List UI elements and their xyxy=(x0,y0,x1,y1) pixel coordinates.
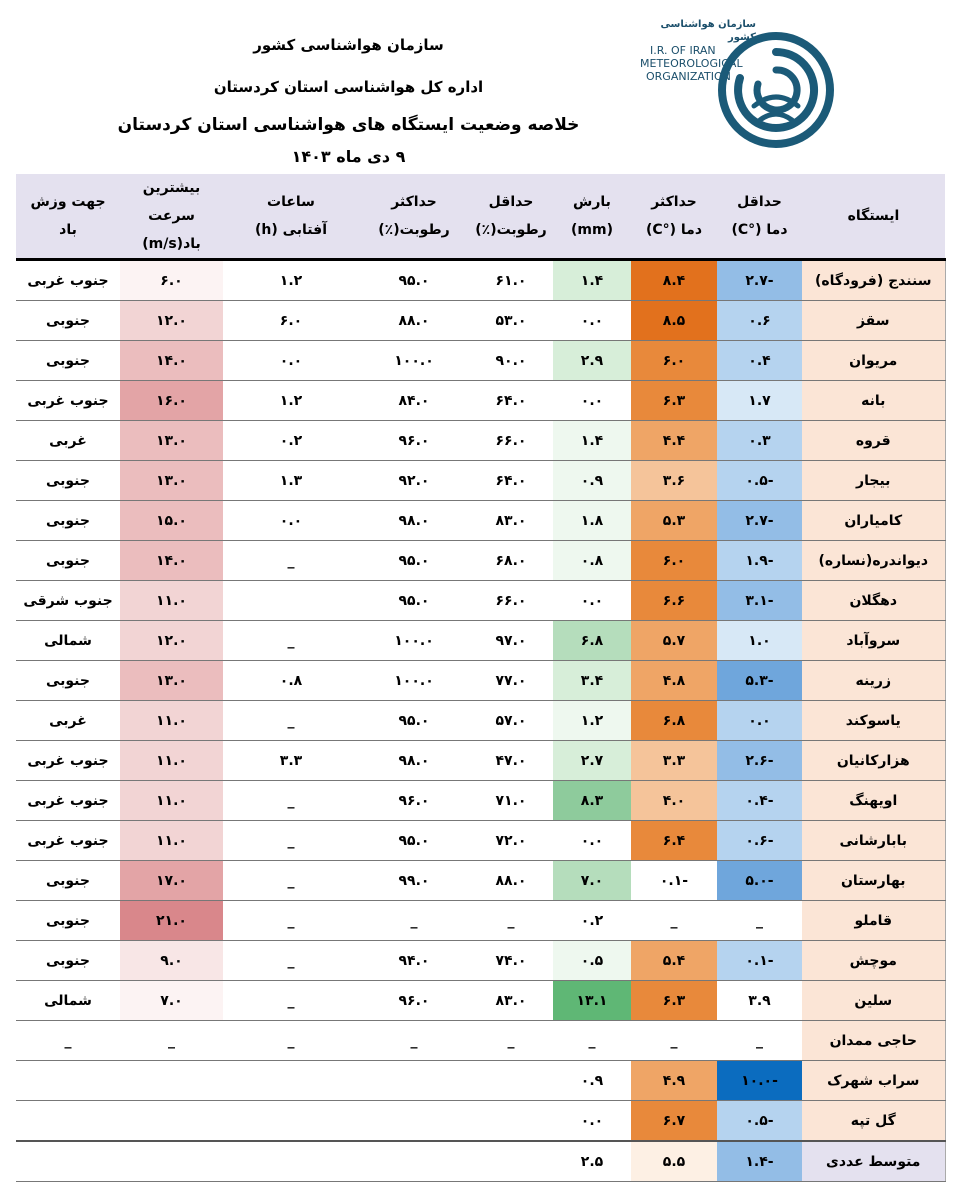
table-row xyxy=(16,381,945,421)
cell-tmin: -۲.۶ xyxy=(717,741,802,781)
cell-wdir: جنوبی xyxy=(16,861,120,901)
cell-wdir: جنوبی xyxy=(16,301,120,341)
col-wdir: جهت وزش باد xyxy=(16,174,120,260)
table-row xyxy=(16,781,945,821)
cell-tmin: _ xyxy=(717,1021,802,1061)
cell-sun: ۱.۳ xyxy=(223,461,359,501)
cell-station: قاملو xyxy=(802,901,945,941)
cell-hmax: ۹۶.۰ xyxy=(359,981,469,1021)
cell-hmax: ۸۸.۰ xyxy=(359,301,469,341)
cell-tmin: -۱.۴ xyxy=(717,1141,802,1182)
col-sun: ساعات آفتابی (h) xyxy=(223,174,359,260)
cell-hmax xyxy=(359,1101,469,1142)
cell-sun: ۱.۲ xyxy=(223,260,359,301)
cell-wspeed: ۱۳.۰ xyxy=(120,461,223,501)
cell-precip: ۱.۸ xyxy=(553,501,631,541)
table-row xyxy=(16,621,945,661)
cell-precip: ۰.۲ xyxy=(553,901,631,941)
cell-hmin: _ xyxy=(469,1021,553,1061)
cell-tmax: ۶.۳ xyxy=(631,381,717,421)
cell-precip: ۲.۷ xyxy=(553,741,631,781)
cell-tmax: ۶.۷ xyxy=(631,1101,717,1142)
cell-sun: _ xyxy=(223,621,359,661)
dept-name: اداره کل هواشناسی استان کردستان xyxy=(213,78,484,96)
cell-tmax: ۸.۵ xyxy=(631,301,717,341)
cell-station: بهارستان xyxy=(802,861,945,901)
table-row xyxy=(16,1061,945,1101)
cell-tmax: ۶.۶ xyxy=(631,581,717,621)
table-row xyxy=(16,1021,945,1061)
table-row xyxy=(16,421,945,461)
cell-hmin: ۶۸.۰ xyxy=(469,541,553,581)
cell-precip: _ xyxy=(553,1021,631,1061)
cell-hmax: ۱۰۰.۰ xyxy=(359,661,469,701)
cell-wspeed: ۱۱.۰ xyxy=(120,781,223,821)
cell-hmin: ۴۷.۰ xyxy=(469,741,553,781)
table-row xyxy=(16,861,945,901)
cell-wspeed: ۷.۰ xyxy=(120,981,223,1021)
logo-line2: METEOROLOGICAL xyxy=(640,57,743,70)
cell-wdir: جنوب غربی xyxy=(16,741,120,781)
cell-sun: _ xyxy=(223,1021,359,1061)
cell-tmax: ۴.۸ xyxy=(631,661,717,701)
cell-hmin: ۶۶.۰ xyxy=(469,421,553,461)
table-row xyxy=(16,941,945,981)
cell-station: یاسوکند xyxy=(802,701,945,741)
col-hmin: حداقل رطوبت(٪) xyxy=(469,174,553,260)
cell-tmax: ۴.۹ xyxy=(631,1061,717,1101)
cell-hmax: ۱۰۰.۰ xyxy=(359,621,469,661)
cell-sun: ۱.۲ xyxy=(223,381,359,421)
col-tmin: حداقل دما (°C) xyxy=(717,174,802,260)
cell-tmax: ۴.۴ xyxy=(631,421,717,461)
cell-precip: ۱.۲ xyxy=(553,701,631,741)
cell-tmax: ۸.۴ xyxy=(631,260,717,301)
cell-hmax xyxy=(359,1061,469,1101)
cell-tmin: -۱۰.۰ xyxy=(717,1061,802,1101)
cell-hmin: ۵۷.۰ xyxy=(469,701,553,741)
cell-tmin: ۰.۴ xyxy=(717,341,802,381)
cell-tmin: _ xyxy=(717,901,802,941)
cell-wspeed: ۱۴.۰ xyxy=(120,341,223,381)
cell-tmax: -۰.۱ xyxy=(631,861,717,901)
cell-hmax: ۹۸.۰ xyxy=(359,501,469,541)
cell-sun xyxy=(223,1141,359,1182)
cell-precip: ۰.۰ xyxy=(553,1101,631,1142)
cell-wspeed: _ xyxy=(120,1021,223,1061)
org-name: سازمان هواشناسی کشور xyxy=(253,36,444,54)
cell-sun: _ xyxy=(223,701,359,741)
cell-hmin: ۶۴.۰ xyxy=(469,381,553,421)
cell-wspeed: ۹.۰ xyxy=(120,941,223,981)
table-row xyxy=(16,901,945,941)
cell-wdir: جنوب غربی xyxy=(16,821,120,861)
table-header-row xyxy=(16,174,945,260)
cell-wspeed: ۱۲.۰ xyxy=(120,301,223,341)
cell-precip: ۰.۰ xyxy=(553,381,631,421)
cell-hmax: ۹۵.۰ xyxy=(359,701,469,741)
cell-wspeed: ۱۲.۰ xyxy=(120,621,223,661)
cell-hmin: ۷۷.۰ xyxy=(469,661,553,701)
cell-wspeed: ۱۶.۰ xyxy=(120,381,223,421)
cell-hmax: ۹۶.۰ xyxy=(359,781,469,821)
cell-tmin: -۰.۴ xyxy=(717,781,802,821)
col-station: ایستگاه xyxy=(802,174,945,260)
cell-wdir xyxy=(16,1101,120,1142)
cell-wdir: جنوب غربی xyxy=(16,381,120,421)
table-row xyxy=(16,341,945,381)
cell-tmax: _ xyxy=(631,1021,717,1061)
cell-wspeed: ۱۳.۰ xyxy=(120,421,223,461)
cell-tmin: -۰.۶ xyxy=(717,821,802,861)
cell-hmin: ۹۷.۰ xyxy=(469,621,553,661)
cell-sun: ۳.۳ xyxy=(223,741,359,781)
cell-hmax: _ xyxy=(359,901,469,941)
table-row xyxy=(16,301,945,341)
cell-tmax: ۴.۰ xyxy=(631,781,717,821)
cell-tmax: ۶.۴ xyxy=(631,821,717,861)
cell-sun: ۰.۸ xyxy=(223,661,359,701)
cell-hmin: _ xyxy=(469,901,553,941)
cell-hmin xyxy=(469,1061,553,1101)
cell-precip: ۲.۹ xyxy=(553,341,631,381)
cell-hmax: ۹۸.۰ xyxy=(359,741,469,781)
cell-station: بیجار xyxy=(802,461,945,501)
cell-hmin: ۷۴.۰ xyxy=(469,941,553,981)
cell-hmax xyxy=(359,1141,469,1182)
table-row xyxy=(16,821,945,861)
cell-tmax: ۵.۳ xyxy=(631,501,717,541)
cell-hmax: ۹۹.۰ xyxy=(359,861,469,901)
cell-wdir: جنوبی xyxy=(16,341,120,381)
table-row xyxy=(16,981,945,1021)
cell-wdir: جنوبی xyxy=(16,461,120,501)
cell-wdir: جنوبی xyxy=(16,941,120,981)
cell-tmin: ۰.۰ xyxy=(717,701,802,741)
cell-tmin: ۰.۳ xyxy=(717,421,802,461)
cell-precip: ۰.۰ xyxy=(553,821,631,861)
cell-hmax: ۹۵.۰ xyxy=(359,821,469,861)
cell-wdir: غربی xyxy=(16,701,120,741)
cell-wspeed: ۱۴.۰ xyxy=(120,541,223,581)
logo-line3: ORGANIZATION xyxy=(646,70,731,83)
cell-wdir: غربی xyxy=(16,421,120,461)
cell-tmax: ۵.۵ xyxy=(631,1141,717,1182)
cell-wspeed xyxy=(120,1101,223,1142)
col-tmax: حداکثر دما (°C) xyxy=(631,174,717,260)
average-row xyxy=(16,1141,945,1182)
cell-hmax: _ xyxy=(359,1021,469,1061)
cell-hmin: ۷۲.۰ xyxy=(469,821,553,861)
cell-station: مریوان xyxy=(802,341,945,381)
cell-precip: ۰.۹ xyxy=(553,1061,631,1101)
cell-tmax: ۶.۸ xyxy=(631,701,717,741)
cell-tmax: ۳.۳ xyxy=(631,741,717,781)
table-row xyxy=(16,741,945,781)
cell-hmin: ۶۱.۰ xyxy=(469,260,553,301)
cell-tmin: -۲.۷ xyxy=(717,501,802,541)
cell-wdir xyxy=(16,1061,120,1101)
cell-precip: ۳.۴ xyxy=(553,661,631,701)
cell-wdir: جنوبی xyxy=(16,501,120,541)
cell-hmin xyxy=(469,1101,553,1142)
cell-precip: ۰.۹ xyxy=(553,461,631,501)
col-precip: بارش (mm) xyxy=(553,174,631,260)
logo-emblem-icon xyxy=(636,18,836,150)
cell-sun: ۰.۰ xyxy=(223,501,359,541)
logo-line1: I.R. OF IRAN xyxy=(650,44,716,57)
stations-table xyxy=(16,174,946,1182)
cell-sun xyxy=(223,1061,359,1101)
cell-station: سلین xyxy=(802,981,945,1021)
cell-tmax: ۵.۴ xyxy=(631,941,717,981)
cell-sun: ۰.۰ xyxy=(223,341,359,381)
cell-tmin: -۰.۵ xyxy=(717,1101,802,1142)
cell-wdir: شمالی xyxy=(16,621,120,661)
cell-tmax: ۶.۳ xyxy=(631,981,717,1021)
cell-hmin: ۸۸.۰ xyxy=(469,861,553,901)
cell-wdir: شمالی xyxy=(16,981,120,1021)
cell-tmin: -۳.۱ xyxy=(717,581,802,621)
cell-station: کامیاران xyxy=(802,501,945,541)
cell-station: قروه xyxy=(802,421,945,461)
table-row xyxy=(16,541,945,581)
cell-station: بانه xyxy=(802,381,945,421)
col-wspeed: بیشترین سرعت باد(m/s) xyxy=(120,174,223,260)
cell-wdir: جنوب غربی xyxy=(16,260,120,301)
cell-sun: _ xyxy=(223,861,359,901)
cell-precip: ۰.۰ xyxy=(553,581,631,621)
cell-wspeed: ۱۱.۰ xyxy=(120,581,223,621)
cell-precip: ۶.۸ xyxy=(553,621,631,661)
cell-tmin: -۵.۰ xyxy=(717,861,802,901)
page-title: خلاصه وضعیت ایستگاه های هواشناسی استان کردستان xyxy=(117,115,580,135)
cell-wdir: جنوبی xyxy=(16,661,120,701)
cell-tmin: -۵.۳ xyxy=(717,661,802,701)
cell-station: هزارکانیان xyxy=(802,741,945,781)
cell-precip: ۰.۰ xyxy=(553,301,631,341)
cell-wspeed: ۲۱.۰ xyxy=(120,901,223,941)
cell-station: گل تپه xyxy=(802,1101,945,1142)
cell-hmin: ۵۳.۰ xyxy=(469,301,553,341)
cell-hmin: ۷۱.۰ xyxy=(469,781,553,821)
cell-hmin xyxy=(469,1141,553,1182)
cell-precip: ۱.۴ xyxy=(553,260,631,301)
cell-sun: ۰.۲ xyxy=(223,421,359,461)
report-date: ۹ دی ماه ۱۴۰۳ xyxy=(291,147,406,166)
cell-wspeed: ۱۱.۰ xyxy=(120,701,223,741)
cell-station: بابارشانی xyxy=(802,821,945,861)
cell-precip: ۸.۳ xyxy=(553,781,631,821)
cell-station: سنندج (فرودگاه) xyxy=(802,260,945,301)
cell-precip: ۲.۵ xyxy=(553,1141,631,1182)
table-row xyxy=(16,581,945,621)
cell-hmin: ۶۶.۰ xyxy=(469,581,553,621)
table-row xyxy=(16,260,945,301)
cell-precip: ۷.۰ xyxy=(553,861,631,901)
table-row xyxy=(16,701,945,741)
cell-wspeed: ۱۷.۰ xyxy=(120,861,223,901)
cell-tmin: -۰.۱ xyxy=(717,941,802,981)
cell-tmin: ۳.۹ xyxy=(717,981,802,1021)
cell-sun xyxy=(223,1101,359,1142)
cell-wdir: جنوبی xyxy=(16,541,120,581)
cell-wspeed: ۱۱.۰ xyxy=(120,741,223,781)
cell-sun: _ xyxy=(223,541,359,581)
table-row xyxy=(16,1101,945,1142)
cell-station: زرینه xyxy=(802,661,945,701)
meteorological-organization-logo xyxy=(636,18,836,150)
cell-tmin: ۱.۰ xyxy=(717,621,802,661)
cell-tmax: ۶.۰ xyxy=(631,341,717,381)
cell-precip: ۱.۴ xyxy=(553,421,631,461)
cell-wspeed xyxy=(120,1061,223,1101)
cell-station: حاجی ممدان xyxy=(802,1021,945,1061)
logo-fa-text: سازمان هواشناسی کشور xyxy=(660,19,756,43)
cell-hmax: ۹۵.۰ xyxy=(359,260,469,301)
table-row xyxy=(16,661,945,701)
cell-station: موچش xyxy=(802,941,945,981)
cell-hmax: ۹۵.۰ xyxy=(359,541,469,581)
cell-tmax: ۳.۶ xyxy=(631,461,717,501)
cell-precip: ۰.۸ xyxy=(553,541,631,581)
cell-wdir xyxy=(16,1141,120,1182)
cell-tmin: ۰.۶ xyxy=(717,301,802,341)
cell-wspeed: ۱۱.۰ xyxy=(120,821,223,861)
cell-station: اویهنگ xyxy=(802,781,945,821)
cell-wdir: جنوبی xyxy=(16,901,120,941)
table-row xyxy=(16,501,945,541)
cell-wspeed xyxy=(120,1141,223,1182)
cell-wspeed: ۱۵.۰ xyxy=(120,501,223,541)
cell-hmax: ۹۴.۰ xyxy=(359,941,469,981)
cell-sun: ۶.۰ xyxy=(223,301,359,341)
cell-station: سقز xyxy=(802,301,945,341)
cell-tmin: ۱.۷ xyxy=(717,381,802,421)
cell-wspeed: ۶.۰ xyxy=(120,260,223,301)
cell-sun: _ xyxy=(223,941,359,981)
cell-tmax: ۶.۰ xyxy=(631,541,717,581)
cell-hmin: ۸۳.۰ xyxy=(469,501,553,541)
cell-precip: ۱۳.۱ xyxy=(553,981,631,1021)
cell-tmin: -۰.۵ xyxy=(717,461,802,501)
cell-sun: _ xyxy=(223,901,359,941)
cell-hmax: ۸۴.۰ xyxy=(359,381,469,421)
cell-hmax: ۹۲.۰ xyxy=(359,461,469,501)
cell-wdir: جنوب شرقی xyxy=(16,581,120,621)
cell-wdir: جنوب غربی xyxy=(16,781,120,821)
cell-hmax: ۹۶.۰ xyxy=(359,421,469,461)
cell-tmax: _ xyxy=(631,901,717,941)
table-row xyxy=(16,461,945,501)
cell-station: دیواندره(نساره) xyxy=(802,541,945,581)
cell-tmax: ۵.۷ xyxy=(631,621,717,661)
col-hmax: حداکثر رطوبت(٪) xyxy=(359,174,469,260)
cell-station: دهگلان xyxy=(802,581,945,621)
cell-hmax: ۱۰۰.۰ xyxy=(359,341,469,381)
cell-hmin: ۹۰.۰ xyxy=(469,341,553,381)
cell-wspeed: ۱۳.۰ xyxy=(120,661,223,701)
cell-precip: ۰.۵ xyxy=(553,941,631,981)
cell-hmin: ۶۴.۰ xyxy=(469,461,553,501)
cell-sun: _ xyxy=(223,821,359,861)
cell-tmin: -۱.۹ xyxy=(717,541,802,581)
cell-station: متوسط عددی xyxy=(802,1141,945,1182)
cell-sun xyxy=(223,581,359,621)
cell-hmax: ۹۵.۰ xyxy=(359,581,469,621)
cell-hmin: ۸۳.۰ xyxy=(469,981,553,1021)
cell-station: سراب شهرک xyxy=(802,1061,945,1101)
cell-tmin: -۲.۷ xyxy=(717,260,802,301)
cell-sun: _ xyxy=(223,981,359,1021)
cell-sun: _ xyxy=(223,781,359,821)
cell-wdir: _ xyxy=(16,1021,120,1061)
cell-station: سروآباد xyxy=(802,621,945,661)
